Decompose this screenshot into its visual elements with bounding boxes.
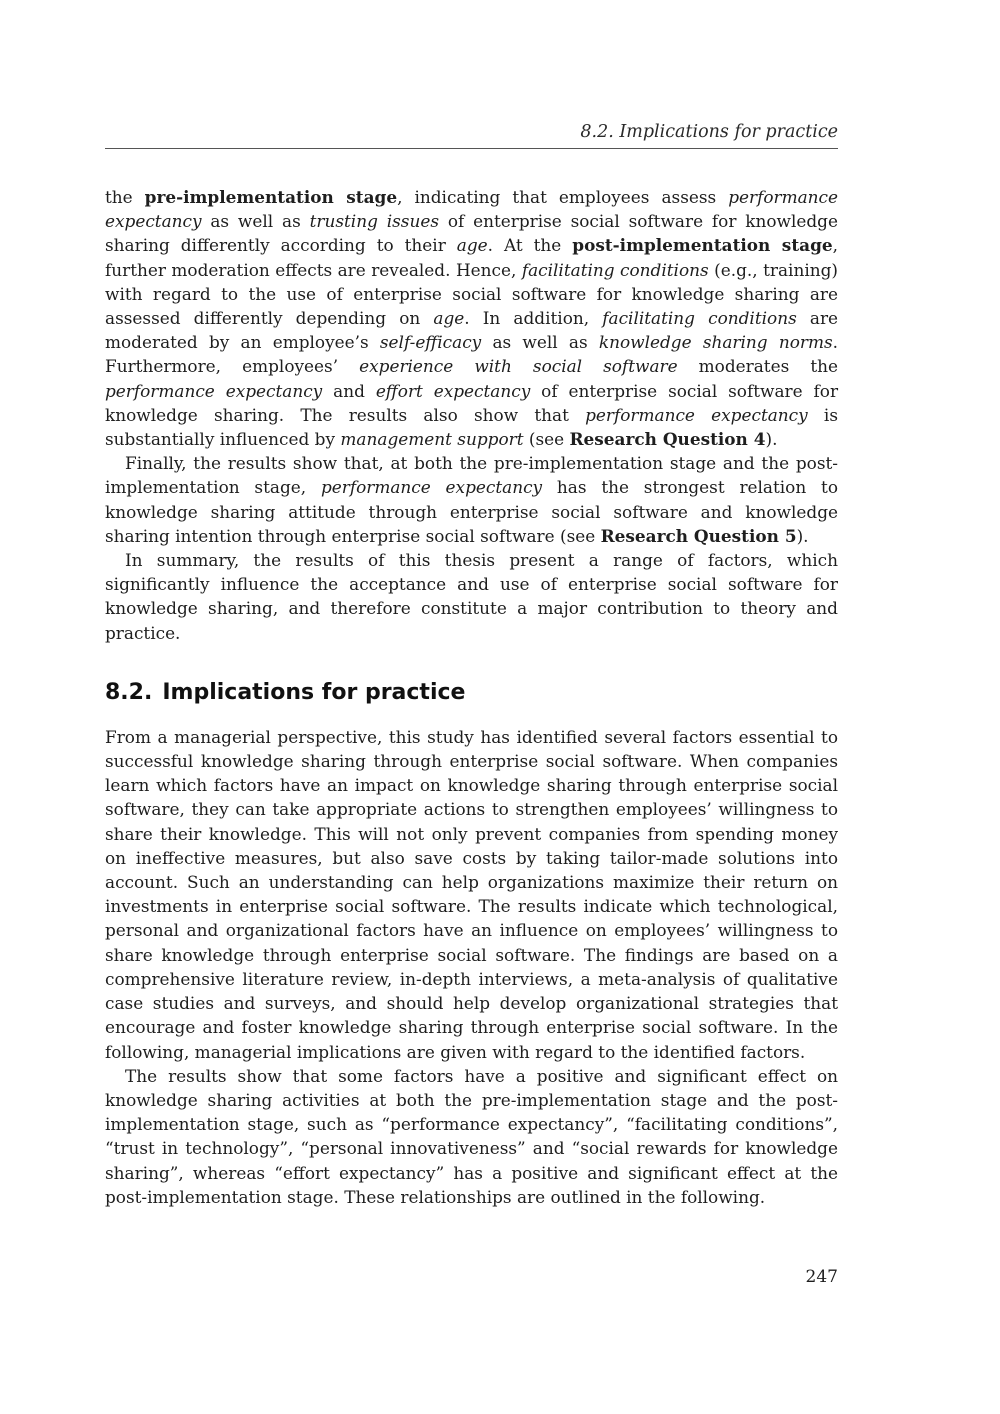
paragraph-4: From a managerial perspective, this study has identified several factors essential to successful knowledge sharing through enterprise social software. When companies learn which factors have an impact on knowledge sharing through enterprise social software, they can take appropriate actions to strengthen employees’ willingness to share their knowledge. This will not only prevent companies from spending money on ineffective measures, but also save costs by taking tailor-made solutions into account. Such an understanding can help organizations maximize their return on investments in enterprise social software. The results indicate which technological, personal and organizational factors have an influence on employees’ willingness to share knowledge through enterprise social software. The findings are based on a comprehensive literature review, in-depth interviews, a meta-analysis of qualitative case studies and surveys, and should help develop organizational strategies that encourage and foster knowledge sharing through enterprise social software. In the following, managerial implications are given with regard to the identified factors. [105, 726, 838, 1062]
paragraph-2: Finally, the results show that, at both the pre-implementation stage and the post-implementation stage, performance expectancy has the strongest relation to knowledge sharing attitude through enterprise social software and knowledge sharing intention through enterprise social software (see Research Question 5). [105, 453, 838, 546]
research-question-5-ref: Research Question 5 [600, 525, 797, 546]
section-title: Implications for practice [162, 679, 466, 705]
paragraph-5: The results show that some factors have a positive and significant effect on knowledge sharing activities at both the pre-implementation stage and the post-implementation stage, such as “performance expectancy”, “facilitating conditions”, “trust in technology”, “personal innovativeness” and “social rewards for knowledge sharing”, whereas “effort expectancy” has a positive and significant effect at the post-implementation stage. These relationships are outlined in the following. [105, 1065, 838, 1207]
paragraph-1: the pre-implementation stage, indicating that employees assess performance expectancy as well as trusting issues of enterprise social software for knowledge sharing differently according to their age. At the post-implementation stage, further moderation effects are revealed. Hence, facilitating conditions (e.g., training) with regard to the use of enterprise social software for knowledge sharing are assessed differently depending on age. In addition, facilitating conditions are moderated by an employee’s self-efficacy as well as knowledge sharing norms. Furthermore, employees’ experience with social software moderates the performance expectancy and effort expectancy of enterprise social software for knowledge sharing. The results also show that performance expectancy is substantially influenced by management support (see Research Question 4). [105, 187, 839, 450]
paragraph-3: In summary, the results of this thesis present a range of factors, which significantly influence the acceptance and use of enterprise social software for knowledge sharing, and therefore constitute a major contribution to theory and practice. [105, 550, 838, 643]
section-number: 8.2. [105, 679, 153, 705]
running-header-title: 8.2. Implications for practice [580, 122, 838, 142]
section-heading [105, 679, 838, 707]
page-body [105, 185, 838, 1209]
research-question-4-ref: Research Question 4 [569, 429, 766, 450]
page-number: 247 [805, 1267, 838, 1287]
running-header [105, 121, 838, 149]
